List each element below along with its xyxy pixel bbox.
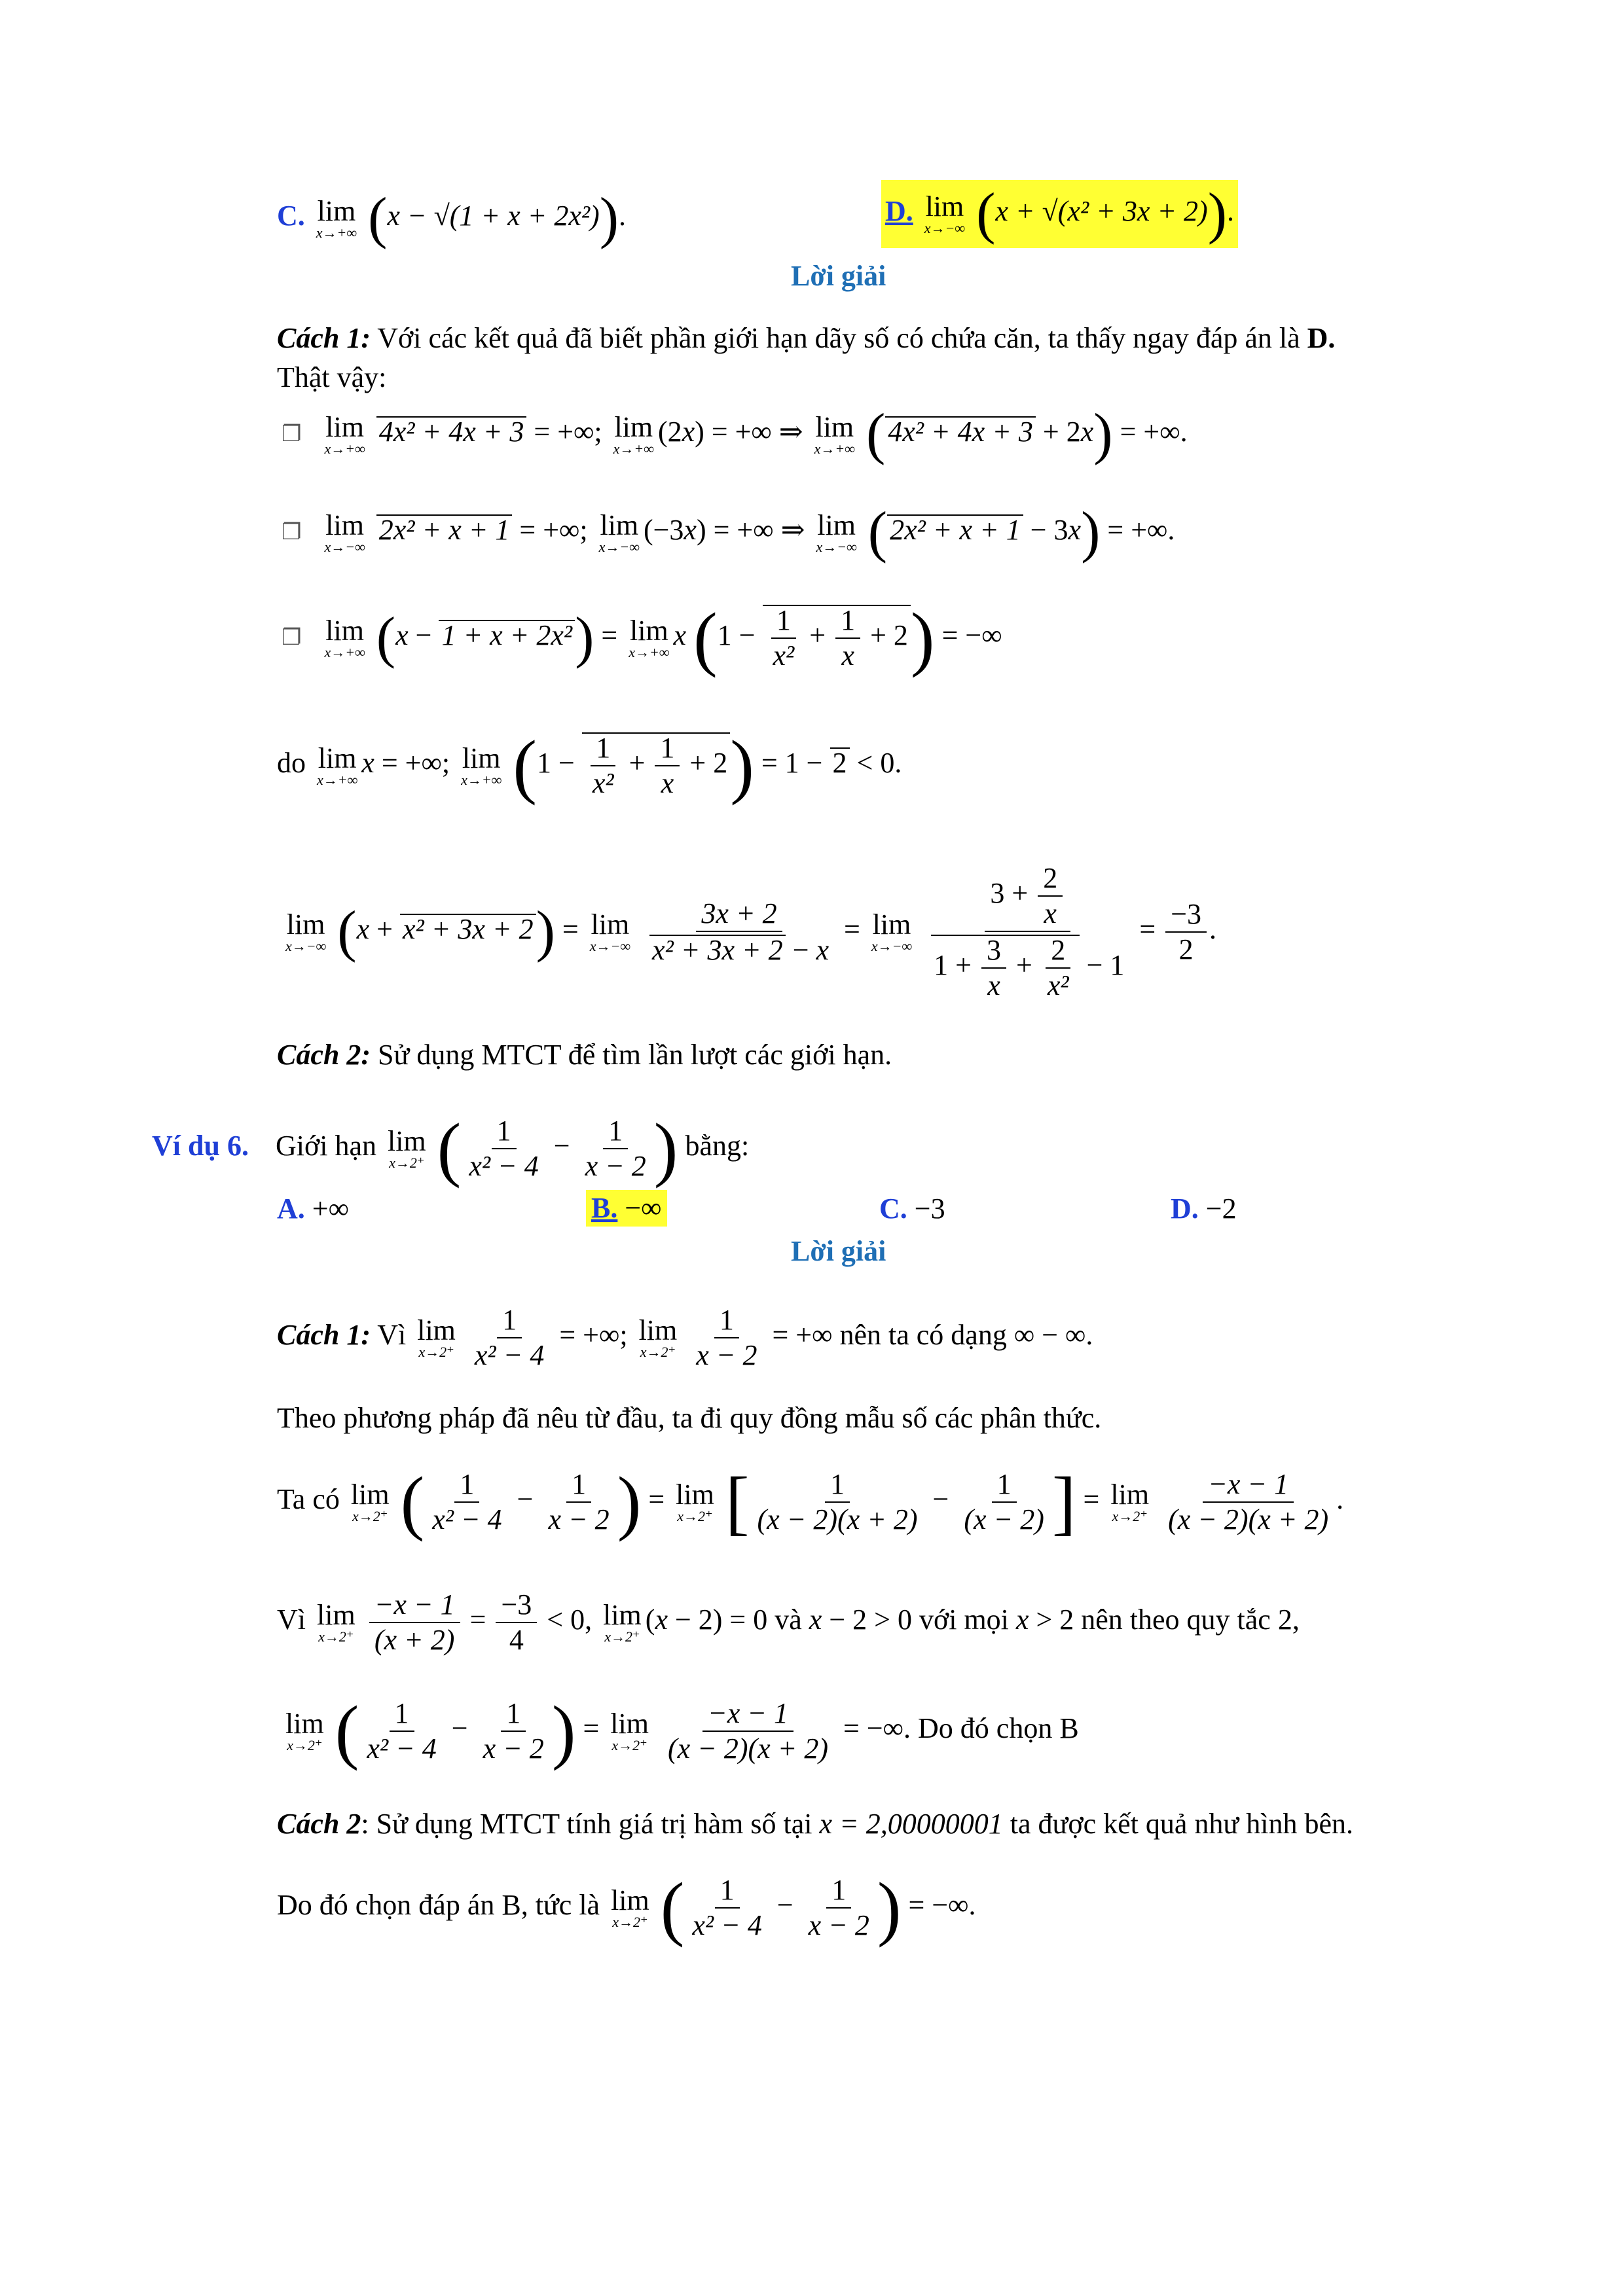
option-c-expression: x − √(1 + x + 2x²) (387, 200, 600, 232)
option-c: C. lim x→+∞ (x − √(1 + x + 2x²)). (277, 187, 627, 250)
solution-heading-1: Lời giải (791, 260, 886, 292)
conclusion-line: lim x→2⁺ ( $\frac{1}{\text{x² − 4}}$ − $\frac{1}{x - 2}$ ) = lim x→2⁺ $\frac{-x - 1}{(x - 2)(x + 2)}$ = −∞. Do đó chọn B (285, 1691, 1079, 1771)
option-c-label: C. (277, 200, 305, 232)
example-6-question: Ví dụ 6. Giới hạn lim x→2⁺ ( $\frac{1}{\text{x² − 4}}$ − $\frac{1}{x - 2}$ ) bằng: (152, 1109, 750, 1189)
answer-option-c[interactable]: C. −3 (879, 1193, 945, 1225)
taco-line: Ta có lim x→2⁺ ( $\frac{1}{\text{x² − 4}}$ − $\frac{1}{x - 2}$ ) = lim x→2⁺ [ $\frac{1}{(x - 2)(x + 2)}$ − $\frac{1}{(x - 2)}$ ] = lim x→2⁺ $\frac{-x - 1}{(x - 2)(x + 2)}$ . (277, 1462, 1344, 1542)
formula-line-3: ❐ lim x→+∞ (x − 1 + x + 2x²) = lim x→+∞ x (1 − $\frac{1}{\text{x²}}$ + $\frac{1}{x}$ + 2) = −∞ (282, 598, 1002, 678)
way1-paragraph: Cách 1: Với các kết quả đã biết phần giới hạn dãy số có chứa căn, ta thấy ngay đáp án là D. (277, 322, 1336, 354)
vi-line: Vì lim x→2⁺ $\frac{-x - 1}{(x + 2)}$ = $\frac{-3}{4}$ < 0, lim x→2⁺ (x − 2) = 0 và x − 2 > 0 với mọi x > 2 nên theo quy tắc 2, (277, 1588, 1300, 1656)
formula-line-5: lim x→−∞ (x + x² + 3x + 2) = lim x→−∞ $\frac{3x + 2}{\text{x² + 3x + 2 − x}}$ = lim x→−∞ 3 + $\frac{2}{x}$ 1 + $\frac{3}{x}$ + $\frac{2}{\text{x²}}$ − 1 = $\frac{-3}{2}$ . (285, 862, 1217, 1001)
formula-line-4: do lim x→+∞ x = +∞; lim x→+∞ (1 − $\frac{1}{\text{x²}}$ + $\frac{1}{x}$ + 2) = 1 − 2 < 0. (277, 726, 902, 806)
sol2-way1-line: Cách 1: Vì lim x→2⁺ $\frac{1}{\text{x² − 4}}$ = +∞; lim x→2⁺ $\frac{1}{x - 2}$ = +∞ nên ta có dạng ∞ − ∞. (277, 1304, 1093, 1371)
option-d-highlighted: D. lim x→−∞ (x + √(x² + 3x + 2)). (881, 180, 1238, 248)
formula-line-2: ❐ lim x→−∞ 2x² + x + 1 = +∞; lim x→−∞ (−3x) = +∞ ⇒ lim x→−∞ (2x² + x + 1 − 3x) = +∞. (282, 501, 1175, 564)
sol2-way2-line: Cách 2: Sử dụng MTCT tính giá trị hàm số tại x = 2,00000001 ta được kết quả như hình bên. (277, 1808, 1354, 1840)
formula-line-1: ❐ lim x→+∞ 4x² + 4x + 3 = +∞; lim x→+∞ (2x) = +∞ ⇒ lim x→+∞ (4x² + 4x + 3 + 2x) = +∞. (282, 403, 1188, 466)
way2-paragraph-1: Cách 2: Sử dụng MTCT để tìm lần lượt các giới hạn. (277, 1039, 892, 1071)
answer-option-b-highlighted[interactable]: B. −∞ (586, 1190, 667, 1227)
answer-option-a[interactable]: A. +∞ (277, 1193, 349, 1225)
answer-option-d[interactable]: D. −2 (1171, 1193, 1237, 1225)
final-line: Do đó chọn đáp án B, tức là lim x→2⁺ ( $\frac{1}{\text{x² − 4}}$ − $\frac{1}{x - 2}$ ) = −∞. (277, 1868, 976, 1948)
solution-heading-2: Lời giải (791, 1235, 886, 1267)
that-vay: Thật vậy: (277, 361, 387, 393)
option-d-expression: x + √(x² + 3x + 2) (995, 195, 1208, 228)
option-d-label: D. (885, 195, 913, 228)
example-6-label: Ví dụ 6. (152, 1130, 249, 1162)
method-line: Theo phương pháp đã nêu từ đầu, ta đi quy đồng mẫu số các phân thức. (277, 1402, 1102, 1434)
